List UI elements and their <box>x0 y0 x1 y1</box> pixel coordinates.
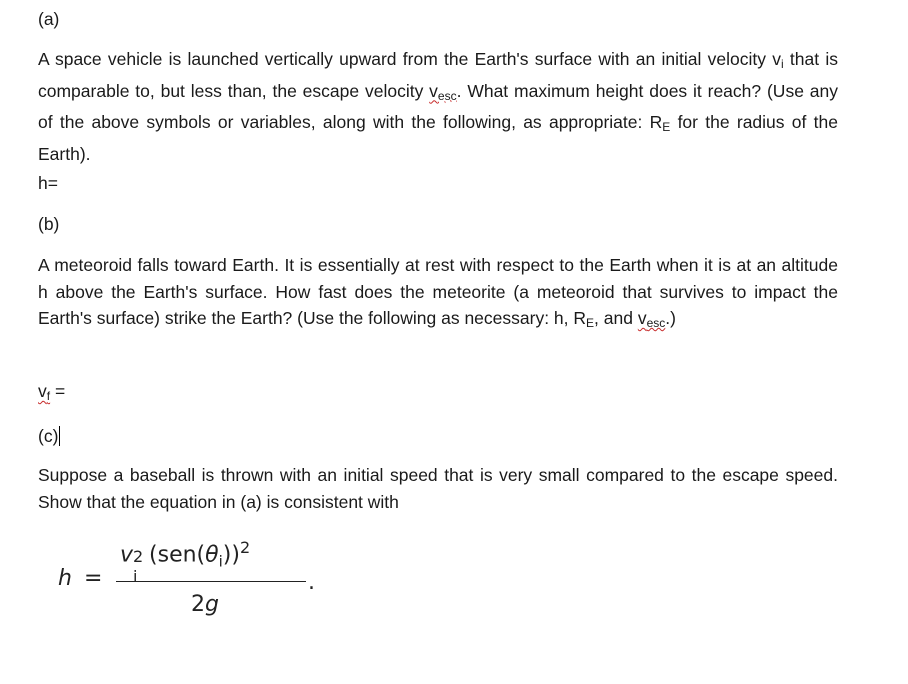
part-b-label: (b) <box>38 214 60 234</box>
v-esc-symbol: $v_{esc}$ <box>637 308 666 331</box>
subscript-i: i <box>780 57 784 71</box>
fraction-bar <box>116 581 306 582</box>
equation-lhs: h <box>58 566 72 591</box>
v-f-symbol: $v_f$ <box>38 381 51 403</box>
equation-equals: = <box>84 566 103 591</box>
part-c-question: Suppose a baseball is thrown with an initial speed that is very small compared to the escape speed. Show that the equation in (a) is consistent with <box>38 465 838 512</box>
subscript-e: E <box>586 316 595 331</box>
part-b-answer-label: $v_f$ = <box>38 381 66 403</box>
part-a-question: A space vehicle is launched vertically upward from the Earth's surface with an initial velocity $v_i$ that is comparable to, but less than, the escape velocity $v_{esc}$. What maximum height does it reach? (Use any of the above symbols or variables, along with the following, as appropriate: $R_E$ for the radius of the Earth). <box>38 49 839 164</box>
equation-numerator: v 2 i $(sen(\theta_i))^2$ <box>120 538 251 587</box>
part-a-answer-label: h= <box>38 173 58 193</box>
part-b-question: A meteoroid falls toward Earth. It is essentially at rest with respect to the Earth when it is at an altitude h above the Earth's surface. How fast does the meteorite (a meteoroid that survives to impact the Earth's surface) strike the Earth? (Use the following as necessary: h, $R_E$, and $v_{esc}$.) <box>38 255 838 331</box>
text-cursor <box>59 426 60 446</box>
equation-denominator: 2g <box>191 592 219 617</box>
v-esc-symbol: $v_{esc}$ <box>429 80 457 103</box>
part-c-label[interactable]: (c) <box>38 426 59 446</box>
part-a-label: (a) <box>38 9 60 29</box>
subscript-e: E <box>662 120 671 135</box>
equation-period: . <box>308 570 315 595</box>
height-equation <box>58 536 338 636</box>
